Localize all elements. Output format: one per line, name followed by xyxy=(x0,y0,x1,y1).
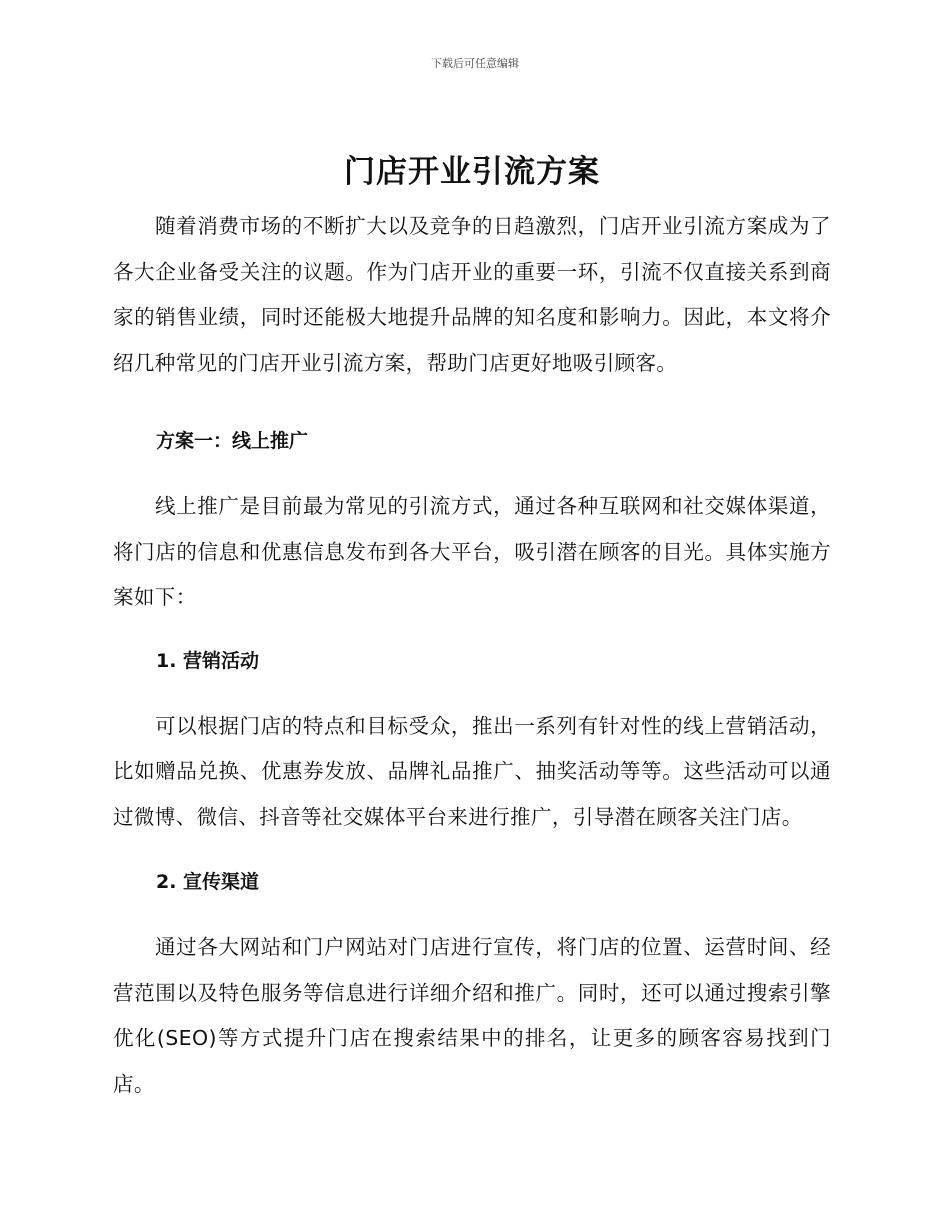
item-paragraph-marketing-activities: 可以根据门店的特点和目标受众，推出一系列有针对性的线上营销活动，比如赠品兑换、优惠券发放、品牌礼品推广、抽奖活动等等。这些活动可以通过微博、微信、抖音等社交媒体平台来进行推广，引导潜在顾客关注门店。 xyxy=(113,713,831,829)
section-heading-online-promotion: 方案一：线上推广 xyxy=(156,430,309,452)
document-title: 门店开业引流方案 xyxy=(344,154,600,190)
document-content xyxy=(113,150,831,1107)
intro-paragraph: 随着消费市场的不断扩大以及竞争的日趋激烈，门店开业引流方案成为了各大企业备受关注的议题。作为门店开业的重要一环，引流不仅直接关系到商家的销售业绩，同时还能极大地提升品牌的知名度和影响力。因此，本文将介绍几种常见的门店开业引流方案，帮助门店更好地吸引顾客。 xyxy=(113,214,831,375)
item-paragraph-promotion-channels: 通过各大网站和门户网站对门店进行宣传，将门店的位置、运营时间、经营范围以及特色服务等信息进行详细介绍和推广。同时，还可以通过搜索引擎优化(SEO)等方式提升门店在搜索结果中的排名，让更多的顾客容易找到门店。 xyxy=(113,935,831,1096)
header-note: 下载后可任意编辑 xyxy=(431,57,519,70)
item-heading-promotion-channels: 2. 宣传渠道 xyxy=(156,871,260,893)
item-heading-marketing-activities: 1. 营销活动 xyxy=(156,649,260,672)
section-paragraph-online-promotion: 线上推广是目前最为常见的引流方式，通过各种互联网和社交媒体渠道，将门店的信息和优惠信息发布到各大平台，吸引潜在顾客的目光。具体实施方案如下： xyxy=(113,494,831,609)
